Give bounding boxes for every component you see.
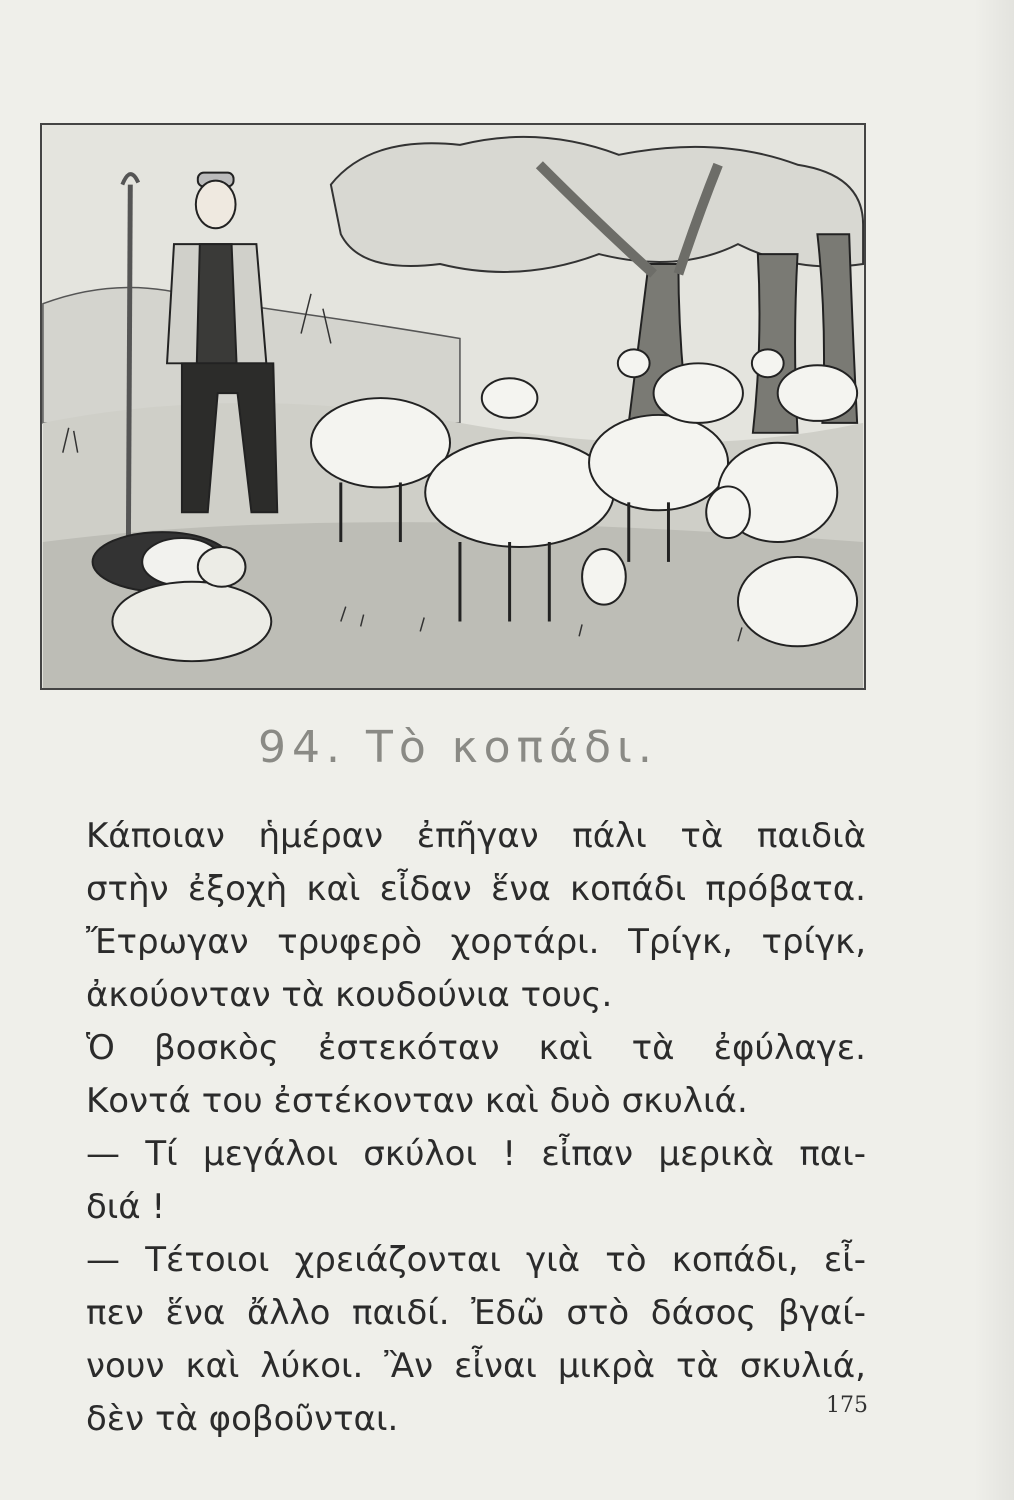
page-number: 175: [826, 1393, 868, 1418]
text-line: ἀκούονταν τὰ κουδούνια τους.: [86, 975, 613, 1015]
shepherd-flock-illustration: [40, 123, 866, 690]
text-line: Ὁ βοσκὸς ἐστεκόταν καὶ τὰ ἐφύλαγε.: [86, 1028, 866, 1068]
text-line: Κάποιαν ἡμέραν ἐπῆγαν πάλι τὰ παιδιὰ: [86, 816, 866, 856]
text-line: διά !: [86, 1187, 166, 1227]
story-text: [86, 810, 866, 1446]
text-line: στὴν ἐξοχὴ καὶ εἶδαν ἕνα κοπάδι πρόβατα.: [86, 869, 866, 909]
text-line: Ἔτρωγαν τρυφερὸ χορτάρι. Τρίγκ, τρίγκ,: [86, 922, 866, 962]
text-line: νουν καὶ λύκοι. Ἂν εἶναι μικρὰ τὰ σκυλιά,: [86, 1346, 866, 1386]
chapter-title: 94. Τὸ κοπάδι.: [258, 722, 658, 773]
page-edge-shadow: [974, 0, 1014, 1500]
text-line: — Τέτοιοι χρειάζονται γιὰ τὸ κοπάδι, εἶ-: [86, 1240, 866, 1280]
text-line: — Τί μεγάλοι σκύλοι ! εἶπαν μερικὰ παι-: [86, 1134, 866, 1174]
text-line: πεν ἕνα ἄλλο παιδί. Ἐδῶ στὸ δάσος βγαί-: [86, 1293, 866, 1333]
text-line: δὲν τὰ φοβοῦνται.: [86, 1399, 399, 1439]
text-line: Κοντά του ἐστέκονταν καὶ δυὸ σκυλιά.: [86, 1081, 748, 1121]
